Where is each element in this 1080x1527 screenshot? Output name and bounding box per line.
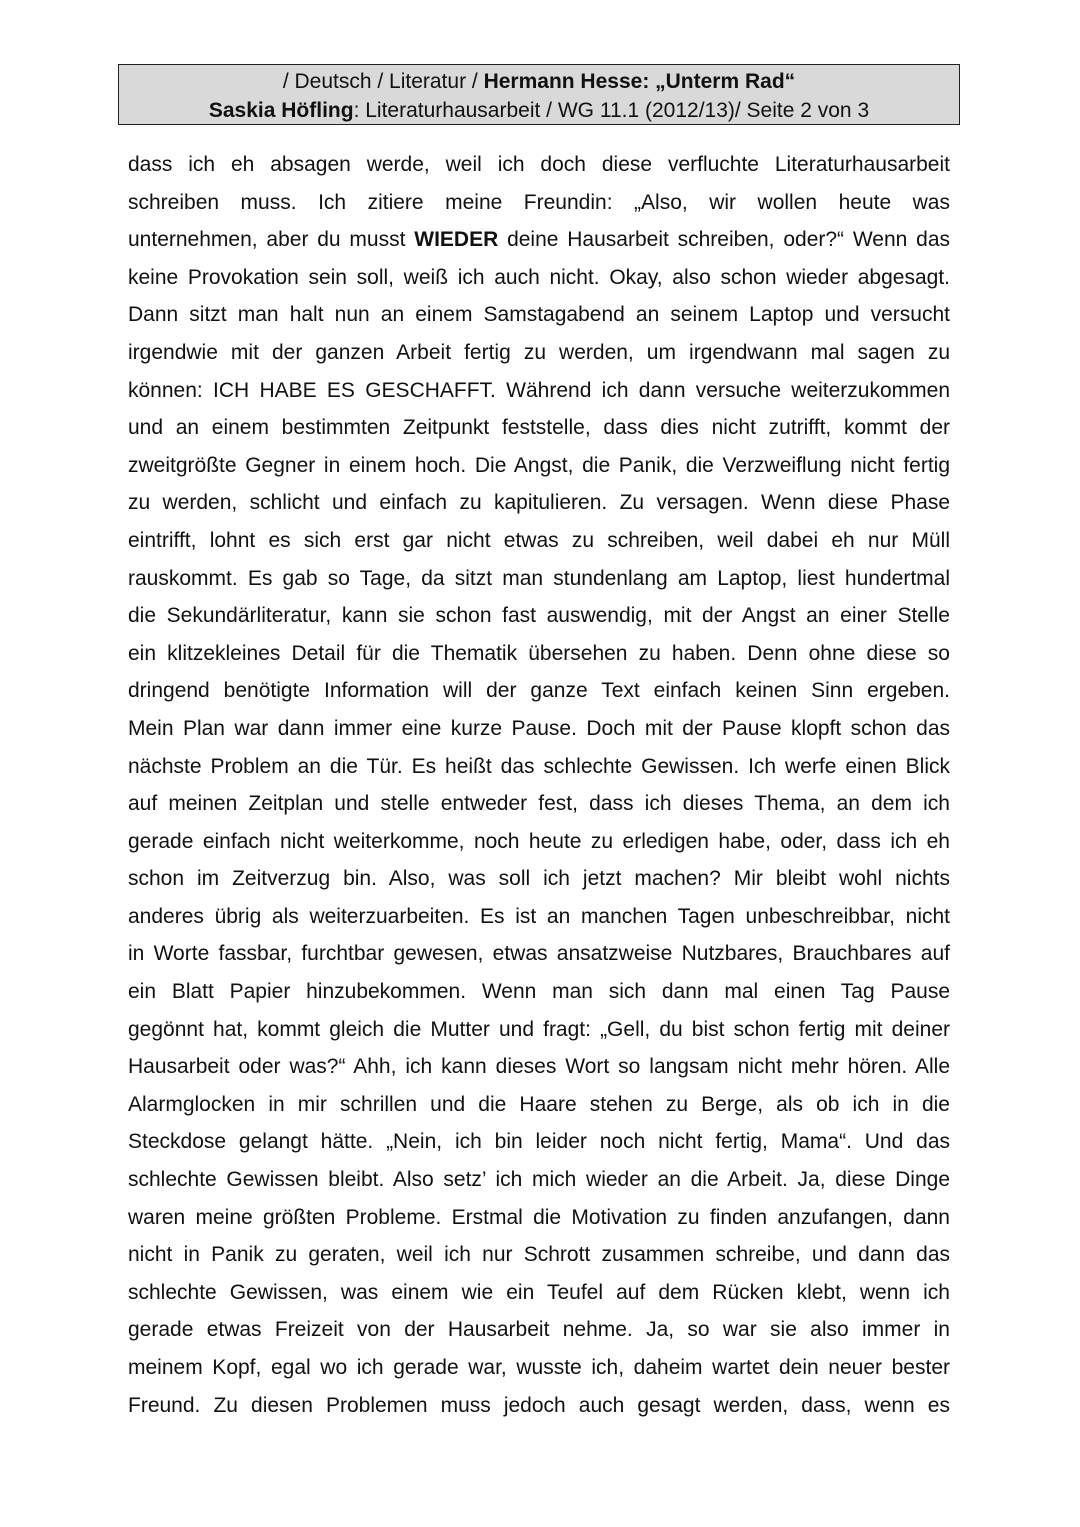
text-line: zweitgrößte Gegner in einem hoch. Die Angst, die Panik, die Verzweiflung nicht fertig (128, 453, 950, 477)
text-line: auf meinen Zeitplan und stelle entweder fest, dass ich dieses Thema, an dem ich (128, 792, 950, 816)
header-assignment-info: : Literaturhausarbeit / WG 11.1 (2012/13)/ Seite 2 von 3 (353, 99, 870, 122)
text-line: die Sekundärliteratur, kann sie schon fast auswendig, mit der Angst an einer Stelle (128, 604, 950, 628)
text-line: dringend benötigte Information will der ganze Text einfach keinen Sinn ergeben. (128, 679, 950, 703)
text-line: waren meine größten Probleme. Erstmal die Motivation zu finden anzufangen, dann (128, 1205, 950, 1229)
text-line: rauskommt. Es gab so Tage, da sitzt man stundenlang am Laptop, liest hundertmal (128, 566, 950, 590)
page-header (118, 64, 960, 125)
text-line: anderes übrig als weiterzuarbeiten. Es ist an manchen Tagen unbeschreibbar, nicht (128, 904, 950, 928)
text-line: in Worte fassbar, furchtbar gewesen, etwas ansatzweise Nutzbares, Brauchbares auf (128, 942, 950, 966)
text-line: Hausarbeit oder was?“ Ahh, ich kann dieses Wort so langsam nicht mehr hören. Alle (128, 1055, 950, 1079)
text-line: keine Provokation sein soll, weiß ich auch nicht. Okay, also schon wieder abgesagt. (128, 265, 950, 289)
header-line-author (119, 96, 959, 125)
text-line: Steckdose gelangt hätte. „Nein, ich bin leider noch nicht fertig, Mama“. Und das (128, 1130, 950, 1154)
text-line-emphasis (128, 221, 950, 259)
text-line: schlechte Gewissen bleibt. Also setz’ ich mich wieder an die Arbeit. Ja, diese Dinge (128, 1168, 950, 1192)
text-line: Alarmglocken in mir schrillen und die Haare stehen zu Berge, als ob ich in die (128, 1092, 950, 1116)
text-line: Mein Plan war dann immer eine kurze Pause. Doch mit der Pause klopft schon das (128, 716, 950, 740)
text-line: Dann sitzt man halt nun an einem Samstagabend an seinem Laptop und versucht (128, 303, 950, 327)
text-line: können: ICH HABE ES GESCHAFFT. Während ich dann versuche weiterzukommen (128, 378, 950, 402)
header-author-name: Saskia Höfling (208, 99, 354, 122)
text-line: zu werden, schlicht und einfach zu kapitulieren. Zu versagen. Wenn diese Phase (128, 491, 950, 515)
text-line: dass ich eh absagen werde, weil ich doch diese verfluchte Literaturhausarbeit (128, 153, 950, 176)
text-segment: unternehmen, aber du musst (128, 228, 415, 252)
header-line-subject (119, 67, 959, 96)
text-line: nicht in Panik zu geraten, weil ich nur Schrott zusammen schreibe, und dann das (128, 1243, 950, 1267)
text-line: eintrifft, lohnt es sich erst gar nicht etwas zu schreiben, weil dabei eh nur Müll (128, 528, 950, 552)
text-line: gerade etwas Freizeit von der Hausarbeit nehme. Ja, so war sie also immer in (128, 1318, 950, 1342)
text-line: und an einem bestimmten Zeitpunkt feststelle, dass dies nicht zutrifft, kommt der (128, 416, 950, 440)
text-line: schreiben muss. Ich zitiere meine Freundin: „Also, wir wollen heute was (128, 190, 950, 214)
text-line: ein Blatt Papier hinzubekommen. Wenn man sich dann mal einen Tag Pause (128, 980, 950, 1004)
header-book-title: Hermann Hesse: „Unterm Rad“ (483, 70, 796, 93)
text-segment: deine Hausarbeit schreiben, oder?“ Wenn das (498, 228, 951, 252)
text-line: Freund. Zu diesen Problemen muss jedoch auch gesagt werden, dass, wenn es (128, 1393, 950, 1417)
text-line: irgendwie mit der ganzen Arbeit fertig zu werden, um irgendwann mal sagen zu (128, 340, 950, 364)
text-line: schlechte Gewissen, was einem wie ein Teufel auf dem Rücken klebt, wenn ich (128, 1280, 950, 1304)
document-body (128, 146, 950, 1424)
emphasis-word: WIEDER (414, 228, 499, 252)
text-line: meinem Kopf, egal wo ich gerade war, wusste ich, daheim wartet dein neuer bester (128, 1356, 950, 1379)
text-line: schon im Zeitverzug bin. Also, was soll ich jetzt machen? Mir bleibt wohl nichts (128, 867, 950, 891)
text-line: gegönnt hat, kommt gleich die Mutter und fragt: „Gell, du bist schon fertig mit deiner (128, 1017, 950, 1041)
text-line: ein klitzekleines Detail für die Thematik übersehen zu haben. Denn ohne diese so (128, 641, 950, 665)
header-subject-path: / Deutsch / Literatur / (282, 70, 484, 93)
text-line: nächste Problem an die Tür. Es heißt das schlechte Gewissen. Ich werfe einen Blick (128, 754, 950, 778)
text-line: gerade einfach nicht weiterkomme, noch heute zu erledigen habe, oder, dass ich eh (128, 829, 950, 853)
